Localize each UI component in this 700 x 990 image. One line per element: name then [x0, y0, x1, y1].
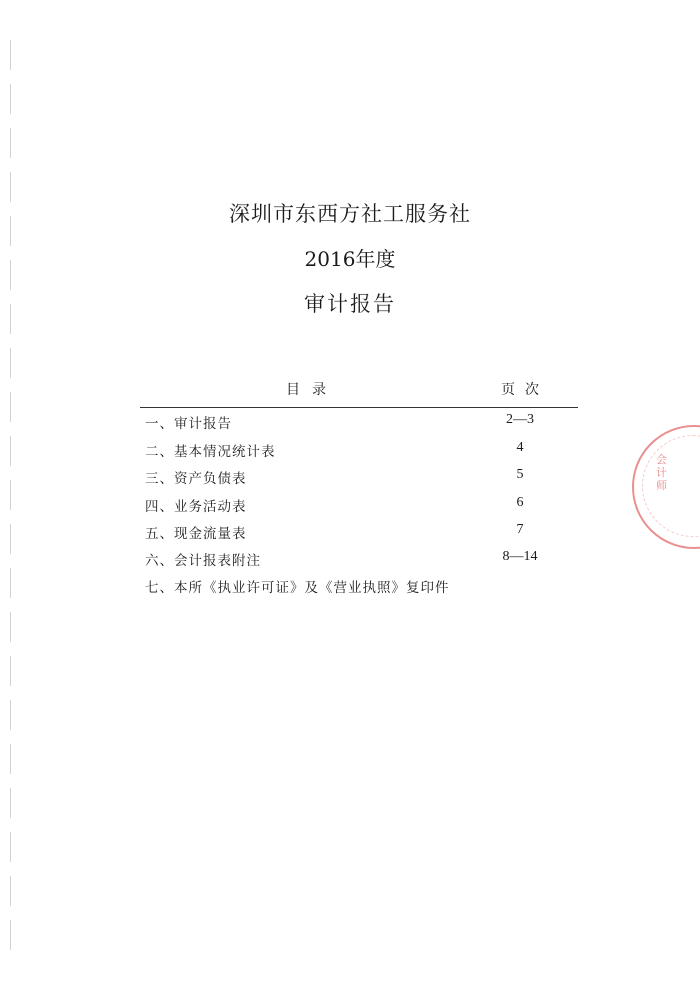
toc-row	[145, 549, 575, 569]
toc-item-page: 5	[516, 467, 524, 482]
toc-row	[145, 495, 575, 515]
toc-item-page: 7	[516, 522, 524, 537]
toc-item-label: 二、基本情况统计表	[145, 444, 276, 460]
toc-item-page: 8—14	[502, 549, 538, 564]
toc-item-label: 六、会计报表附注	[145, 553, 261, 569]
toc-header-pages: 页次	[501, 382, 549, 398]
toc-item-label: 四、业务活动表	[145, 499, 247, 515]
toc-item-label: 一、审计报告	[145, 416, 232, 432]
toc-row	[145, 412, 575, 432]
toc-item-label: 三、资产负债表	[145, 471, 247, 487]
toc-row	[145, 576, 575, 596]
official-seal	[632, 425, 700, 549]
toc-row	[145, 467, 575, 487]
document-title-year: 2016年度	[304, 247, 396, 271]
toc-item-page: 2—3	[506, 412, 534, 427]
toc-divider	[140, 407, 578, 408]
toc-item-label: 七、本所《执业许可证》及《营业执照》复印件	[145, 580, 450, 596]
seal-text: 会 计 师	[656, 453, 667, 492]
document-title-organization: 深圳市东西方社工服务社	[229, 202, 471, 226]
toc-item-label: 五、现金流量表	[145, 526, 247, 542]
toc-row	[145, 522, 575, 542]
scan-edge-marks	[10, 40, 11, 960]
toc-item-page: 6	[516, 495, 524, 510]
toc-header-contents: 目录	[286, 382, 338, 398]
document-title-report: 审计报告	[304, 292, 396, 316]
toc-row	[145, 440, 575, 460]
toc-item-page: 4	[516, 440, 524, 455]
